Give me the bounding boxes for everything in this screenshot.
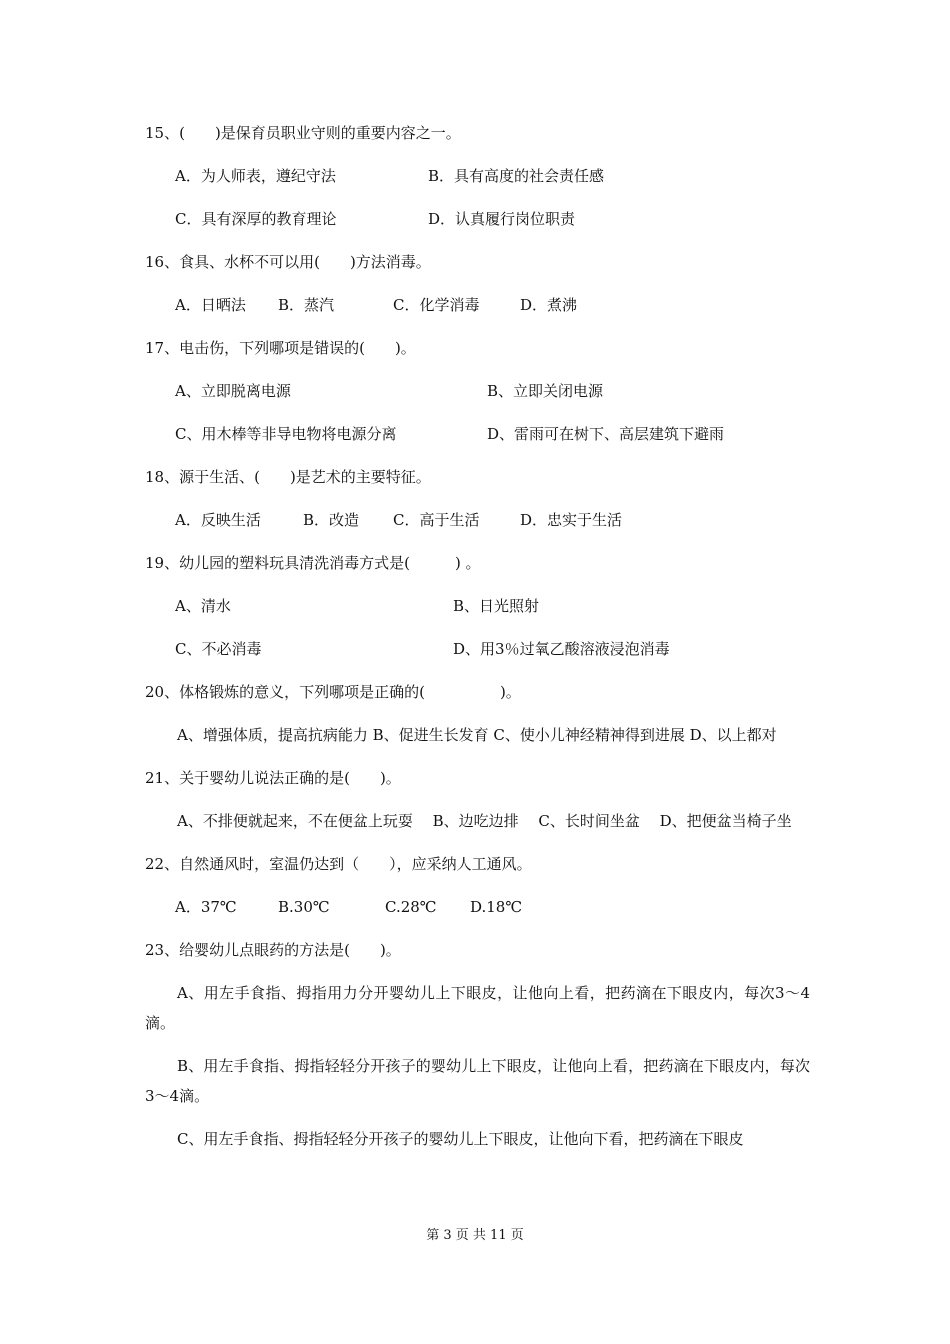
question-stem: 18、源于生活、( )是艺术的主要特征。	[145, 468, 431, 486]
option-d: D、用3％过氧乙酸溶液浸泡消毒	[453, 640, 670, 658]
question-stem: 19、幼儿园的塑料玩具清洗消毒方式是( ) 。	[145, 554, 481, 572]
option-c: C．具有深厚的教育理论	[175, 210, 337, 228]
options-row	[145, 290, 810, 320]
option-a: A、清水	[175, 597, 231, 615]
option-a: A．日晒法	[175, 296, 246, 314]
question-stem: 16、食具、水杯不可以用( )方法消毒。	[145, 253, 431, 271]
option-a: A．反映生活	[175, 511, 261, 529]
option-b-paragraph: B、用左手食指、拇指轻轻分开孩子的婴幼儿上下眼皮，让他向上看，把药滴在下眼皮内，每次3～4滴。	[145, 1057, 810, 1105]
option-a: A、立即脱离电源	[175, 382, 291, 400]
question-stem: 21、关于婴幼儿说法正确的是( )。	[145, 769, 401, 787]
option-b: B、立即关闭电源	[487, 382, 604, 400]
option-a: A．37℃	[175, 898, 237, 916]
options-row	[145, 376, 810, 406]
page-content	[145, 118, 810, 1167]
question-stem: 15、( )是保育员职业守则的重要内容之一。	[145, 124, 461, 142]
option-d: D.18℃	[470, 898, 523, 916]
question-stem: 22、自然通风时，室温仍达到（ ），应采纳人工通风。	[145, 855, 532, 873]
option-c: C.28℃	[385, 898, 437, 916]
option-c: C、用木棒等非导电物将电源分离	[175, 425, 397, 443]
option-d: D．煮沸	[520, 296, 578, 314]
question-stem: 23、给婴幼儿点眼药的方法是( )。	[145, 941, 401, 959]
option-c-paragraph: C、用左手食指、拇指轻轻分开孩子的婴幼儿上下眼皮，让他向下看，把药滴在下眼皮	[177, 1130, 744, 1148]
option-a-paragraph: A、用左手食指、拇指用力分开婴幼儿上下眼皮，让他向上看，把药滴在下眼皮内，每次3～4滴。	[145, 984, 810, 1032]
option-b: B．具有高度的社会责任感	[428, 167, 605, 185]
options-row	[145, 419, 810, 449]
option-d: D．忠实于生活	[520, 511, 623, 529]
options-row	[145, 505, 810, 535]
options-row	[145, 204, 810, 234]
option-d: D．认真履行岗位职责	[428, 210, 576, 228]
option-c: C、不必消毒	[175, 640, 262, 658]
options-paragraph: A、不排便就起来，不在便盆上玩耍 B、边吃边排 C、长时间坐盆 D、把便盆当椅子坐	[177, 812, 792, 830]
option-b: B、日光照射	[453, 597, 540, 615]
option-b: B．蒸汽	[278, 296, 335, 314]
option-b: B.30℃	[278, 898, 330, 916]
options-paragraph: A、增强体质，提高抗病能力 B、促进生长发育 C、使小儿神经精神得到进展 D、以上都对	[177, 726, 777, 744]
options-row	[145, 161, 810, 191]
option-c: C．化学消毒	[393, 296, 480, 314]
option-a: A．为人师表，遵纪守法	[175, 167, 336, 185]
question-stem: 20、体格锻炼的意义，下列哪项是正确的( )。	[145, 683, 521, 701]
options-row	[145, 634, 810, 664]
options-row	[145, 591, 810, 621]
page-footer: 第 3 页 共 11 页	[426, 1228, 524, 1243]
option-c: C．高于生活	[393, 511, 480, 529]
options-row	[145, 892, 810, 922]
question-stem: 17、电击伤，下列哪项是错误的( )。	[145, 339, 416, 357]
option-b: B．改造	[303, 511, 360, 529]
option-d: D、雷雨可在树下、高层建筑下避雨	[487, 425, 725, 443]
